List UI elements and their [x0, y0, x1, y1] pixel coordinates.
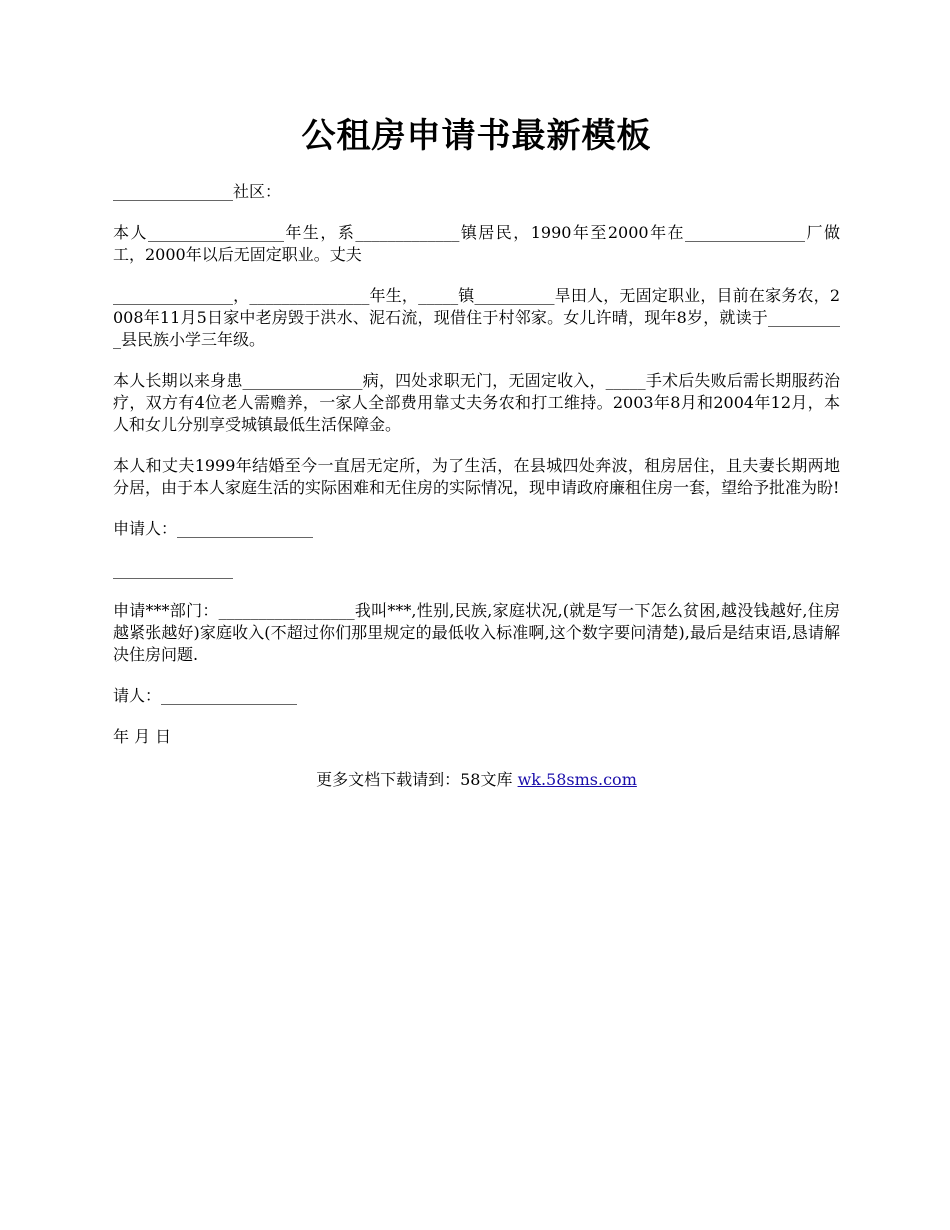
- husband-paragraph: _______________，_______________年生，_____镇__________旱田人，无固定职业，目前在家务农，2008年11月5日家中老房毁于洪水、泥石流，现借住于村邻家。女儿许晴，现年8岁，就读于__________县民族小学三年级。: [113, 286, 840, 349]
- community-line: _______________社区：: [113, 182, 282, 201]
- marriage-paragraph: 本人和丈夫1999年结婚至今一直居无定所，为了生活，在县城四处奔波，租房居住，且夫妻长期两地分居，由于本人家庭生活的实际困难和无住房的实际情况，现申请政府廉租住房一套，望给予批准为盼!: [113, 456, 840, 497]
- applicant-signature-line: 申请人：_________________: [113, 519, 314, 538]
- document-page: [113, 0, 840, 791]
- footer-link[interactable]: wk.58sms.com: [517, 770, 637, 789]
- date-line: 年 月 日: [113, 727, 172, 746]
- footer: [113, 769, 840, 791]
- footer-prefix: 更多文档下载请到：58文库: [316, 770, 518, 789]
- writing-guide-paragraph: 申请***部门：_________________我叫***,性别,民族,家庭状况,(就是写一下怎么贫困,越没钱越好,住房越紧张越好)家庭收入(不超过你们那里规定的最低收入标准啊,这个数字要问清楚),最后是结束语,恳请解决住房问题.: [113, 601, 840, 664]
- requester-signature-line: 请人：_________________: [113, 686, 298, 705]
- illness-paragraph: 本人长期以来身患_______________病，四处求职无门，无固定收入，_____手术后失败后需长期服药治疗，双方有4位老人需赡养，一家人全部费用靠丈夫务农和打工维持。2003年8月和2004年12月，本人和女儿分别享受城镇最低生活保障金。: [113, 371, 840, 434]
- document-title: 公租房申请书最新模板: [301, 116, 652, 156]
- self-intro-paragraph: 本人_________________年生，系_____________镇居民，1990年至2000年在_______________厂做工，2000年以后无固定职业。丈夫: [113, 223, 840, 264]
- blank-line: _______________: [113, 560, 233, 579]
